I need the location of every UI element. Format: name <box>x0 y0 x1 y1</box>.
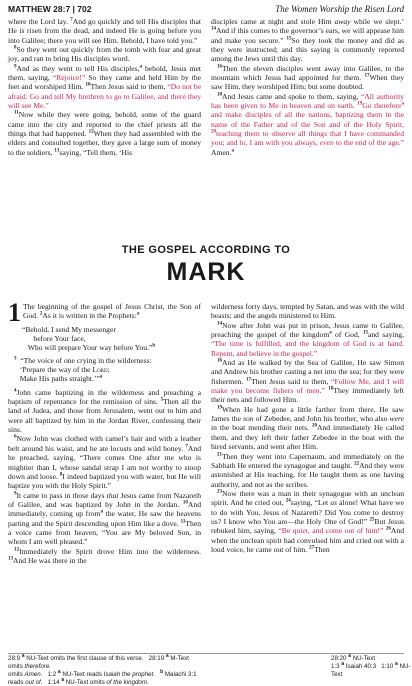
quote-line: “Behold, I send My messenger <box>22 324 116 334</box>
footnote-divider <box>8 653 404 654</box>
quote-line: $^3$ “The voice of one crying in the wilderness: <box>14 355 152 365</box>
quote-line: before Your face, <box>22 334 86 344</box>
book-title: MARK <box>166 258 246 286</box>
matthew-right-column <box>211 17 404 157</box>
prophecy-quote-1 <box>22 325 201 353</box>
chapter-intro: 1 The beginning of the gospel of Jesus Christ, the Son of God. $^2$As it is written in the Prophets:$^a$ <box>8 298 201 327</box>
header-reference: MATTHEW 28:7 | 702 <box>8 4 92 14</box>
chapter-number: 1 <box>8 298 21 327</box>
footnotes-left: 28:9 $^a$ NU-Text omits the first clause of this verse. 28:19 $^a$ M-Text omits therefore. omits Amen. 1:2 $^a$ NU-Text reads Isaiah the prophet. $^b$ Malachi 3:1 reads out of. 1:14 $^a$ NU-Text omits of the kingdom. <box>8 652 197 686</box>
verse-paragraph: $^{14}$Now after John was put in prison, Jesus came to Galilee, preaching the gospel of the kingdom$^a$ of God, $^{15}$and saying, “The time is fulfilled, and the kingdom of God is at hand. Repent, and believe in the gospel.” <box>211 320 405 358</box>
mk-right-paras <box>211 302 404 554</box>
verse-paragraph: $^6$Now John was clothed with camel’s hair and with a leather belt around his waist, and he ate locusts and wild honey. $^7$And he preached, saying, “There comes One after me who is mightier than I, whose sandal strap I am not worthy to stoop down and loose. $^8$I indeed baptized you with water, but He will baptize you with the Holy Spirit.” <box>8 434 201 491</box>
verse-paragraph: $^9$It came to pass in those days that Jesus came from Nazareth of Galilee, and was baptized by John in the Jordan. $^{10}$And immediately, coming up from$^a$ the water, He saw the heavens parting and the Spirit descending upon Him like a dove. $^{11}$Then a voice came from heaven, “You are My beloved Son, in whom I am well pleased.” <box>8 490 201 547</box>
quote-line: Make His paths straight.’”$^a$ <box>14 374 103 384</box>
mark-right-column <box>211 302 404 554</box>
verse-paragraph: $^8$So they went out quickly from the tomb with fear and great joy, and ran to bring His disciples word. <box>8 45 201 64</box>
footnotes-right: 28:20 $^a$ NU-Text 1:3 $^a$ Isaiah 40:3 1:10 $^a$ NU-Text <box>331 652 411 678</box>
header-section-title: The Women Worship the Risen Lord <box>275 4 404 14</box>
prophecy-quote-2 <box>14 356 201 384</box>
verse-paragraph: $^{16}$And as He walked by the Sea of Galilee, He saw Simon and Andrew his brother casting a net into the sea; for they were fishermen. $^{17}$Then Jesus said to them, “Follow Me, and I will make you become fishers of men.” $^{18}$They immediately left their nets and followed Him. <box>211 358 404 405</box>
verse-paragraph: $^9$And as they went to tell His disciples,$^a$ behold, Jesus met them, saying, “Rejoice!” So they came and held Him by the feet and worshiped Him. $^{10}$Then Jesus said to them, “Do not be afraid. Go and tell My brethren to go to Galilee, and there they will see Me.” <box>8 63 201 111</box>
verse-paragraph: $^{18}$And Jesus came and spoke to them, saying, “All authority has been given to Me in heaven and on earth. $^{19}$Go therefore$^a$ and make disciples of all the nations, baptizing them in the name of the Father and of the Son and of the Holy Spirit, $^{20}$teaching them to observe all things that I have commanded you; and lo, I am with you always, even to the end of the age.” Amen.$^a$ <box>211 91 405 157</box>
book-prefix: THE GOSPEL ACCORDING TO <box>121 244 291 256</box>
verse-paragraph: $^{21}$Then they went into Capernaum, and immediately on the Sabbath He entered the synagogue and taught. $^{22}$And they were astonished at His teaching, for He taught them as one having authority, and not as the scribes. <box>211 451 404 489</box>
verse-paragraph: $^4$John came baptizing in the wilderness and preaching a baptism of repentance for the remission of sins. $^5$Then all the land of Judea, and those from Jerusalem, went out to him and were all baptized by him in the Jordan River, confessing their sins. <box>8 387 201 435</box>
mk-left-paras <box>8 388 201 566</box>
verse-paragraph: $^{12}$Immediately the Spirit drove Him into the wilderness. $^{13}$And He was there in the <box>8 546 201 565</box>
verse-paragraph: $^{19}$When He had gone a little farther from there, He saw James the son of Zebedee, and John his brother, who also were in the boat mending their nets. $^{20}$And immediately He called them, and they left their father Zebedee in the boat with the hired servants, and went after Him. <box>211 404 404 452</box>
verse-paragraph: disciples came at night and stole Him away while we slept.’ $^{14}$And if this comes to the governor’s ears, we will appease him and make you secure.” $^{15}$So they took the money and did as they were instructed; and this saying is commonly reported among the Jews until this day. <box>211 17 404 64</box>
page-header <box>8 2 404 16</box>
mt-left-paras <box>8 17 201 157</box>
mt-right-paras <box>211 17 404 157</box>
verse-paragraph: $^{23}$Now there was a man in their synagogue with an unclean spirit. And he cried out, $^{24}$saying, “Let us alone! What have we to do with You, Jesus of Nazareth? Did You come to destroy us? I know who You are—the Holy One of God!” $^{25}$But Jesus rebuked him, saying, “Be quiet, and come out of him!” $^{26}$And when the unclean spirit had convulsed him and cried out with a loud voice, he came out of him. $^{27}$Then <box>211 488 404 554</box>
quote-line: Who will prepare Your way before You.”$^b$ <box>22 343 156 353</box>
quote-line: ‘Prepare the way of the Lord; <box>14 365 110 375</box>
mark-left-column <box>8 298 201 565</box>
verse-paragraph: $^{16}$Then the eleven disciples went away into Galilee, to the mountain which Jesus had appointed for them. $^{17}$When they saw Him, they worshiped Him; but some doubted. <box>211 63 404 92</box>
verse-paragraph: $^{11}$Now while they were going, behold, some of the guard came into the city and reported to the chief priests all the things that had happened. $^{12}$When they had assembled with the elders and consulted together, they gave a large sum of money to the soldiers, $^{13}$saying, “Tell them, ‘His <box>8 110 201 157</box>
verse-paragraph: wilderness forty days, tempted by Satan, and was with the wild beasts; and the angels ministered to Him. <box>211 302 404 321</box>
verse-paragraph: where the Lord lay. $^7$And go quickly and tell His disciples that He is risen from the dead, and indeed He is going before you into Galilee; there you will see Him. Behold, I have told you.” <box>8 17 201 45</box>
matthew-left-column <box>8 17 201 157</box>
